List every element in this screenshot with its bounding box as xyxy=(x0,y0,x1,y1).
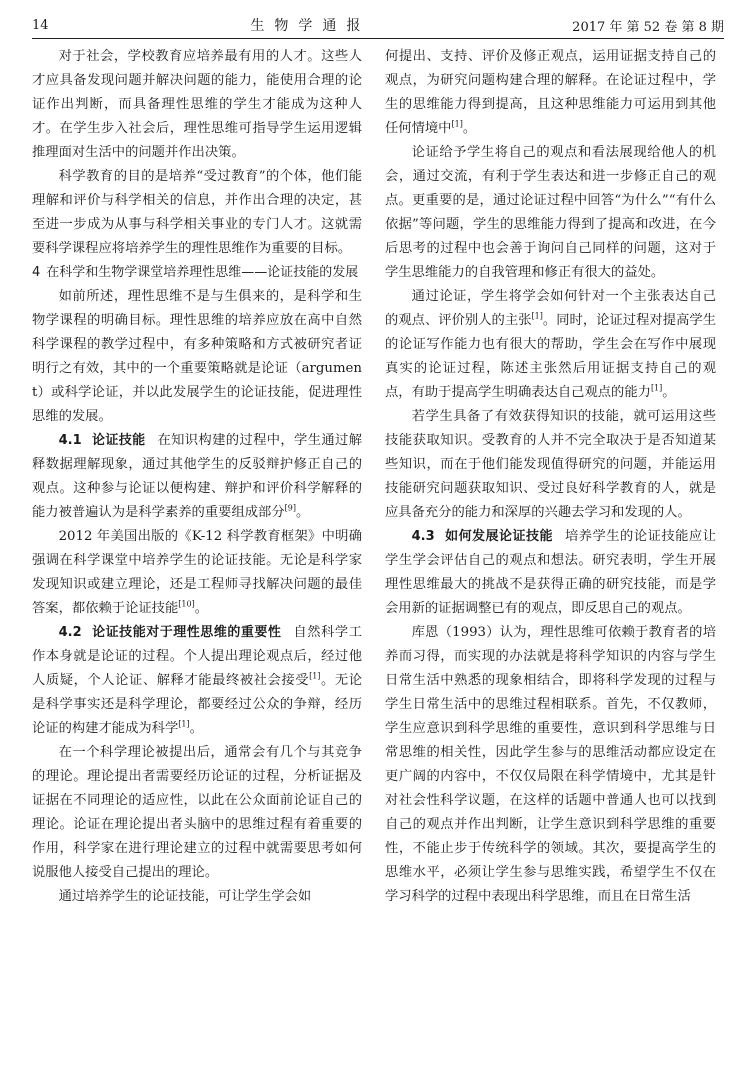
punctuation: 。 xyxy=(662,385,676,400)
paragraph-text: 通过论证，学生将学会如何针对一个主张表达自己的观点、评价别人的主张 xyxy=(385,289,716,328)
section-4-2 xyxy=(32,621,362,741)
punctuation: 。 xyxy=(189,721,203,736)
paragraph xyxy=(385,285,716,405)
running-header xyxy=(32,14,724,36)
citation: [1] xyxy=(178,719,190,729)
paragraph: 在一个科学理论被提出后，通常会有几个与其竞争的理论。理论提出者需要经历论证的过程，分析证据及证据在不同理论的适应性，以此在公众面前论证自己的理论。论证在理论提出者头脑中的思维过程有着重要的作用，科学家在进行理论建立的过程中就需要思考如何说服他人接受自己提出的理论。 xyxy=(32,745,362,880)
citation: [1] xyxy=(531,311,543,321)
paragraph: 如前所述，理性思维不是与生俱来的，是科学和生物学课程的明确目标。理性思维的培养应放在高中自然科学课程的教学过程中，有多种策略和方式被研究者证明行之有效，其中的一个重要策略就是论证（argument）或科学论证，并以此发展学生的论证技能，促进理性思维的发展。 xyxy=(32,289,362,424)
left-column xyxy=(32,45,362,909)
subsection-number: 4.2 xyxy=(58,625,82,640)
subsection-title: 论证技能对于理性思维的重要性 xyxy=(91,625,282,640)
journal-title: 生物学通报 xyxy=(250,18,371,34)
paragraph xyxy=(32,525,362,621)
paragraph-text: 2012 年美国出版的《K-12 科学教育框架》中明确强调在科学课堂中培养学生的论证技能。无论是科学家发现知识或建立理论，还是工程师寻找解决问题的最佳答案，都依赖于论证技能 xyxy=(32,529,362,616)
right-column xyxy=(385,45,716,909)
subsection-number: 4.3 xyxy=(411,529,435,544)
subsection-number: 4.1 xyxy=(58,433,82,448)
paragraph: 若学生具备了有效获得知识的技能，就可运用这些技能获取知识。受教育的人并不完全取决于是否知道某些知识，而在于他们能发现值得研究的问题，并能运用技能研究问题获取知识、受过良好科学教育的人，就是应具备充分的能力和深厚的兴趣去学习和发现的人。 xyxy=(385,409,716,520)
paragraph: 库恩（1993）认为，理性思维可依赖于教育者的培养而习得，而实现的办法就是将科学知识的内容与学生日常生活中熟悉的现象相结合，即将科学发现的过程与学生日常生活中的思维过程相联系。首先，不仅教师，学生应意识到科学思维的重要性，意识到科学思维与日常思维的相关性，因此学生参与的思维活动都应设定在更广阔的内容中，不仅仅局限在科学情境中，尤其是针对社会性科学议题，在这样的话题中普通人也可以找到自己的观点并作出判断，让学生意识到科学思维的重要性，不能止步于传统科学的领域。其次，要提高学生的思维水平，必须让学生参与思维实践，希望学生不仅在学习科学的过程中表现出科学思维，而且在日常生活 xyxy=(385,625,716,904)
section-4-1 xyxy=(32,429,362,525)
subsection-title: 如何发展论证技能 xyxy=(444,529,553,544)
subsection-title: 论证技能 xyxy=(91,433,146,448)
header-rule xyxy=(32,38,724,39)
citation: [10] xyxy=(178,599,195,609)
subsection-text: 。无论是科学事实还是科学理论，都要经过公众的争辩，经历论证的构建才能成为科学 xyxy=(32,673,363,736)
citation: [1] xyxy=(309,671,321,681)
paragraph: 科学教育的目的是培养“受过教育”的个体，他们能理解和评价与科学相关的信息，并作出合理的决定，甚至进一步成为从事与科学相关事业的专门人才。这就需要科学课程应将培养学生的理性思维作为重要的目标。 xyxy=(32,169,362,256)
section-number: 4 xyxy=(32,265,41,280)
section-title: 在科学和生物学课堂培养理性思维——论证技能的发展 xyxy=(46,265,359,280)
page-number: 14 xyxy=(32,17,49,33)
paragraph-text: 何提出、支持、评价及修正观点，运用证据支持自己的观点，为研究问题构建合理的解释。在论证过程中，学生的思维能力得到提高，且这种思维能力可运用到其他任何情境中 xyxy=(385,49,716,136)
punctuation: 。 xyxy=(194,601,208,616)
paragraph-text: 。同时，论证过程对提高学生的论证写作能力也有很大的帮助，学生会在写作中展现真实的论证过程，陈述主张然后用证据支持自己的观点，有助于提高学生明确表达自己观点的能力 xyxy=(385,313,717,400)
paragraph xyxy=(385,45,716,141)
punctuation: 。 xyxy=(462,121,477,136)
paragraph: 通过培养学生的论证技能，可让学生学会如 xyxy=(58,889,312,904)
paragraph: 论证给予学生将自己的观点和看法展现给他人的机会，通过交流，有利于学生表达和进一步修正自己的观点。更重要的是，通过论证过程中回答“为什么”“有什么依据”等问题，学生的思维能力得到了提高和改进，在今后思考的过程中也会善于询问自己同样的问题，这对于学生思维能力的自我管理和修正有很大的益处。 xyxy=(385,145,716,280)
section-4-3 xyxy=(385,525,716,621)
citation: [1] xyxy=(451,119,463,129)
subsection-text: 培养学生的论证技能应让学生学会评估自己的观点和想法。研究表明，学生开展理性思维最大的挑战不是获得正确的研究技能，而是学会用新的证据调整已有的观点，即反思自己的观点。 xyxy=(385,529,716,616)
citation: [1] xyxy=(650,383,663,393)
issue-info: 2017 年 第 52 卷 第 8 期 xyxy=(572,19,724,35)
subsection-text: 在知识构建的过程中，学生通过解释数据理解现象，通过其他学生的反驳辩护修正自己的观点。这种参与论证以便构建、辩护和评价科学解释的能力被普遍认为是科学素养的重要组成部分 xyxy=(32,433,362,520)
subsection-text: 自然科学工作本身就是论证的过程。个人提出理论观点后，经过他人质疑，个人论证、解释才能最终被社会接受 xyxy=(32,625,362,688)
section-4-heading xyxy=(32,261,362,285)
paragraph: 对于社会，学校教育应培养最有用的人才。这些人才应具备发现问题并解决问题的能力，能使用合理的论证作出判断，而具备理性思维的学生才能成为这种人才。在学生步入社会后，理性思维可指导学生运用逻辑推理面对生活中的问题并作出决策。 xyxy=(32,49,362,160)
citation: [9] xyxy=(284,503,296,513)
punctuation: 。 xyxy=(295,505,310,520)
